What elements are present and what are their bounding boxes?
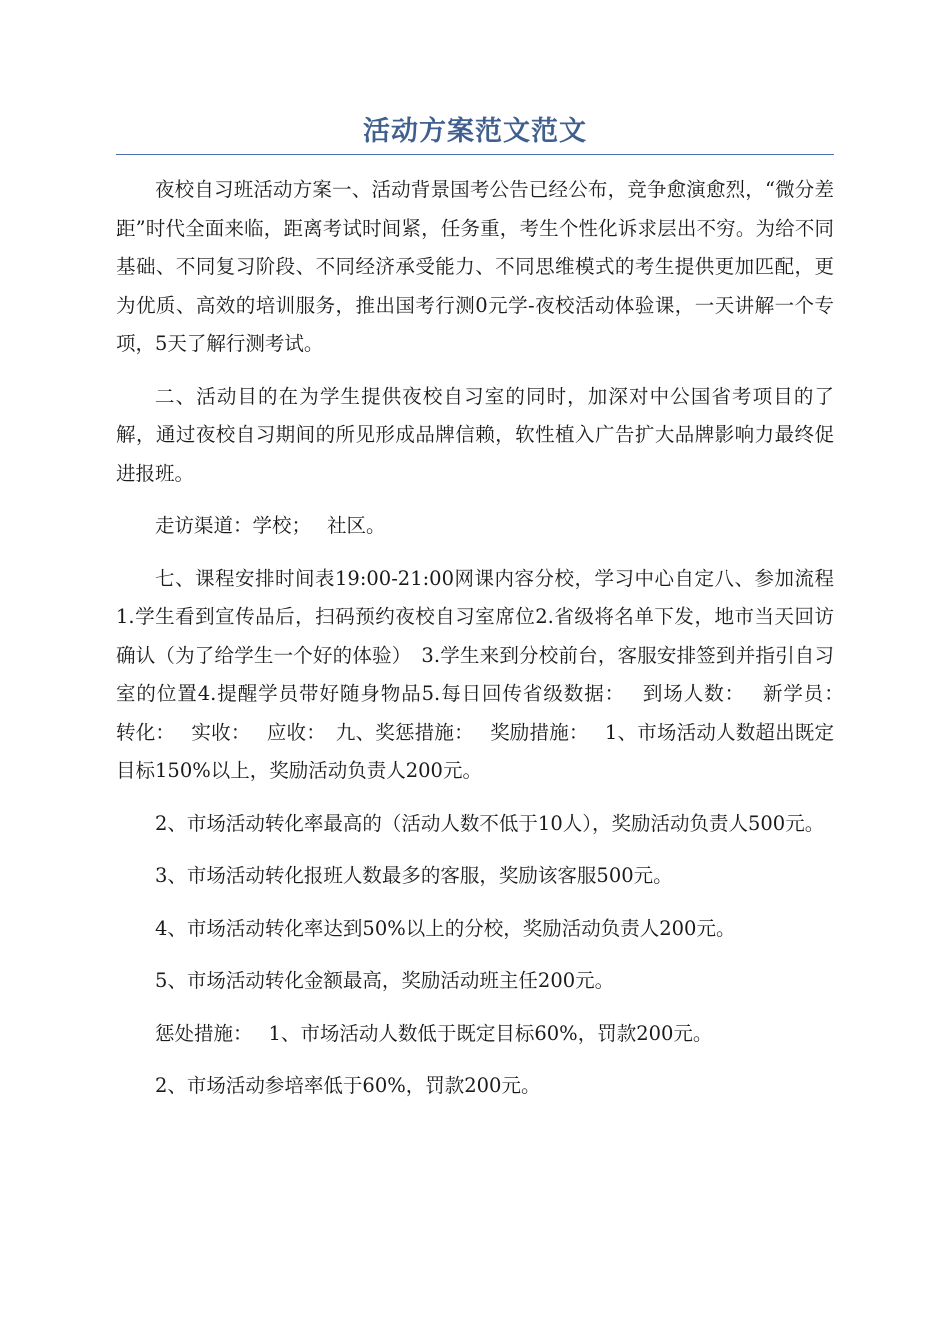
paragraph-background: 夜校自习班活动方案一、活动背景国考公告已经公布，竞争愈演愈烈，“微分差距”时代全面来临，距离考试时间紧，任务重，考生个性化诉求层出不穷。为给不同基础、不同复习阶段、不同经济承受能力、不同思维模式的考生提供更加匹配，更为优质、高效的培训服务，推出国考行测0元学-夜校活动体验课，一天讲解一个专项，5天了解行测考试。 bbox=[116, 178, 834, 355]
paragraph-reward-5: 5、市场活动转化金额最高，奖励活动班主任200元。 bbox=[155, 969, 615, 992]
paragraph-reward-4: 4、市场活动转化率达到50%以上的分校，奖励活动负责人200元。 bbox=[155, 916, 736, 940]
title-underline bbox=[116, 154, 834, 155]
document-title: 活动方案范文范文 bbox=[363, 116, 587, 147]
paragraph-penalty-2: 2、市场活动参培率低于60%，罚款200元。 bbox=[155, 1074, 541, 1097]
paragraph-channels: 走访渠道：学校； 社区。 bbox=[155, 514, 386, 537]
document-body bbox=[116, 171, 860, 1106]
paragraph-reward-3: 3、市场活动转化报班人数最多的客服，奖励该客服500元。 bbox=[155, 864, 673, 887]
paragraph-penalty-1: 惩处措施： 1、市场活动人数低于既定目标60%，罚款200元。 bbox=[155, 1021, 713, 1045]
paragraph-schedule-process: 七、课程安排时间表19:00-21:00网课内容分校，学习中心自定八、参加流程1.学生看到宣传品后，扫码预约夜校自习室席位2.省级将名单下发，地市当天回访确认（为了给学生一个好的体验） 3.学生来到分校前台，客服安排签到并指引自习室的位置4.提醒学员带好随身物品5.每日回传省级数据： 到场人数： 新学员： 转化： 实收： 应收： 九、奖惩措施： 奖励措施： 1、市场活动人数超出既定目标150%以上，奖励活动负责人200元。 bbox=[116, 566, 860, 782]
document-page bbox=[116, 110, 860, 1120]
paragraph-reward-2: 2、市场活动转化率最高的（活动人数不低于10人），奖励活动负责人500元。 bbox=[155, 811, 825, 835]
paragraph-purpose: 二、活动目的在为学生提供夜校自习室的同时，加深对中公国省考项目的了解，通过夜校自习期间的所见形成品牌信赖，软性植入广告扩大品牌影响力最终促进报班。 bbox=[116, 384, 834, 485]
